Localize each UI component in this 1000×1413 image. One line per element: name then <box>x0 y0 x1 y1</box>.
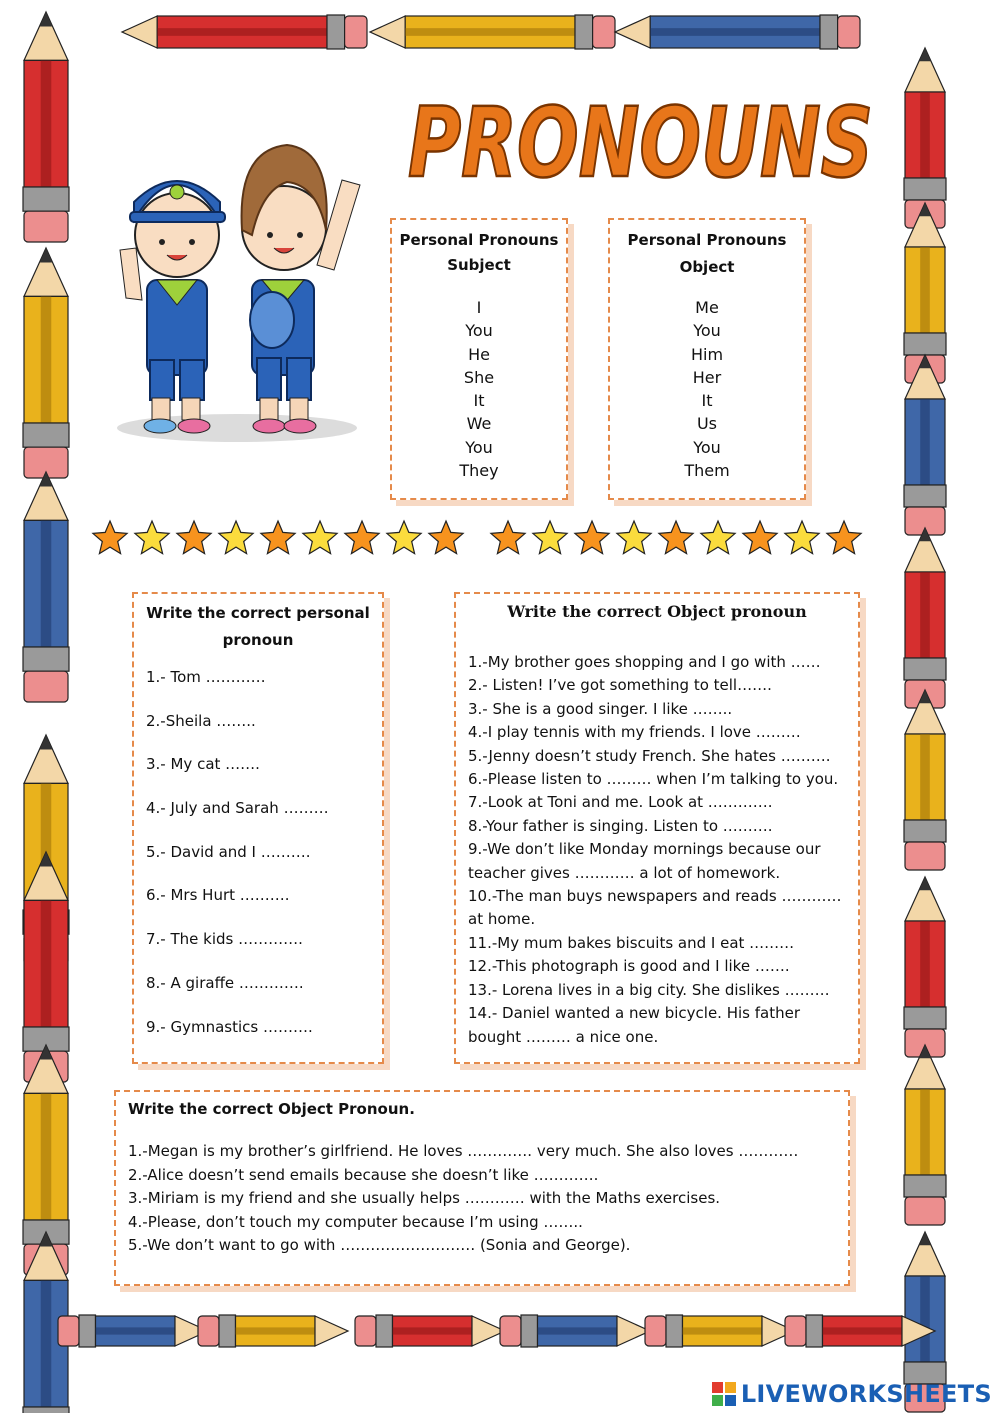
object-pronoun: You <box>693 321 721 341</box>
subject-pronoun: She <box>463 367 495 387</box>
exercise2-list <box>456 651 858 1049</box>
star-icon <box>785 521 819 554</box>
exercise1-list <box>134 668 382 1061</box>
liveworksheets-logo-mark <box>711 1381 737 1407</box>
pencil-decoration <box>904 528 946 708</box>
star-icon <box>659 521 693 554</box>
exercise3-item: 5.-We don’t want to go with ……………………… (Sonia and George). <box>128 1236 631 1255</box>
logo-square <box>711 1394 724 1407</box>
exercise2-item: bought ……… a nice one. <box>468 1027 659 1046</box>
object-pronoun: Him <box>690 344 724 364</box>
exercise2-item: 8.-Your father is singing. Listen to ………. <box>468 816 773 835</box>
exercise2-item: 6.-Please listen to ……… when I’m talking to you. <box>468 770 839 789</box>
subject-pronoun: It <box>473 391 485 411</box>
page-title <box>400 78 880 198</box>
star-icon <box>743 521 777 554</box>
exercise2-item: 3.- She is a good singer. I like …….. <box>468 699 733 718</box>
exercise-object-pronoun <box>454 592 860 1064</box>
liveworksheets-logo-text: LIVEWORKSHEETS <box>740 1380 992 1408</box>
girl-scout <box>242 145 360 433</box>
exercise3-item: 4.-Please, don’t touch my computer because I’m using …….. <box>128 1212 583 1231</box>
pencil-decoration <box>645 1315 795 1347</box>
exercise1-item: 3.- My cat ……. <box>146 755 260 774</box>
pencil-decoration <box>198 1315 348 1347</box>
star-icon <box>219 521 253 554</box>
exercise3-heading: Write the correct Object Pronoun. <box>128 1100 415 1118</box>
object-pronouns-table <box>608 218 806 500</box>
exercise2-item: 14.- Daniel wanted a new bicycle. His father <box>468 1004 800 1023</box>
star-icon <box>701 521 735 554</box>
subject-pronoun: I <box>476 298 482 317</box>
scout-kids-illustration <box>112 130 367 445</box>
exercise2-item: 5.-Jenny doesn’t study French. She hates ………. <box>468 746 831 765</box>
pencil-decoration <box>904 1045 946 1225</box>
exercise2-item: 4.-I play tennis with my friends. I love ……… <box>468 723 801 742</box>
exercise1-item: 4.- July and Sarah ……… <box>146 799 329 818</box>
object-pronoun: It <box>701 391 713 411</box>
logo-square <box>711 1381 724 1394</box>
exercise2-item: at home. <box>468 910 536 929</box>
pencil-decoration <box>122 15 367 49</box>
star-icon <box>303 521 337 554</box>
pencil-decoration <box>904 877 946 1057</box>
exercise2-item: 11.-My mum bakes biscuits and I eat ……… <box>468 933 795 952</box>
pencil-decoration <box>23 472 69 702</box>
pencil-decoration <box>904 690 946 870</box>
star-icon <box>93 521 127 554</box>
pencil-decoration <box>23 12 69 242</box>
exercise1-item: 6.- Mrs Hurt ………. <box>146 886 290 905</box>
exercise-object-pronoun-sentences <box>114 1090 850 1286</box>
exercise1-heading-line2: pronoun <box>222 631 294 649</box>
exercise2-item: 10.-The man buys newspapers and reads ………… <box>468 887 842 906</box>
logo-square <box>724 1394 737 1407</box>
pencil-decoration <box>615 15 860 49</box>
exercise2-item: 1.-My brother goes shopping and I go with …… <box>468 653 821 671</box>
pencil-decoration <box>904 48 946 228</box>
object-pronoun: You <box>693 437 721 457</box>
exercise2-item: 7.-Look at Toni and me. Look at …………. <box>468 793 773 812</box>
subject-table-heading-line1: Personal Pronouns <box>399 231 559 249</box>
pencil-decoration <box>58 1315 208 1347</box>
exercise2-item: 13.- Lorena lives in a big city. She dislikes ……… <box>468 980 830 999</box>
pencil-decoration <box>500 1315 650 1347</box>
star-divider <box>88 515 868 565</box>
object-pronoun: Me <box>695 298 719 317</box>
exercise2-heading: Write the correct Object pronoun <box>507 602 807 621</box>
star-icon <box>429 521 463 554</box>
exercise1-item: 7.- The kids …………. <box>146 930 303 949</box>
star-icon <box>261 521 295 554</box>
exercise1-item: 8.- A giraffe …………. <box>146 973 304 992</box>
subject-pronoun-list <box>392 296 566 482</box>
exercise-personal-pronoun <box>132 592 384 1064</box>
subject-pronoun: They <box>459 461 499 481</box>
exercise3-item: 2.-Alice doesn’t send emails because she doesn’t like …………. <box>128 1165 599 1184</box>
pencil-decoration <box>355 1315 505 1347</box>
exercise1-item: 1.- Tom ………… <box>146 668 266 686</box>
subject-pronoun: We <box>466 414 492 434</box>
exercise2-item: 12.-This photograph is good and I like ……. <box>468 957 790 976</box>
exercise3-item: 1.-Megan is my brother’s girlfriend. He loves …………. very much. She also loves ………… <box>128 1142 799 1160</box>
object-pronoun: Us <box>696 414 718 434</box>
star-icon <box>491 521 525 554</box>
exercise2-item: 9.-We don’t like Monday mornings because our <box>468 840 821 859</box>
star-icon <box>345 521 379 554</box>
star-icon <box>135 521 169 554</box>
star-icon <box>617 521 651 554</box>
object-table-heading-line1: Personal Pronouns <box>627 231 787 249</box>
object-pronoun: Her <box>692 367 722 387</box>
exercise1-item: 9.- Gymnastics ………. <box>146 1017 313 1036</box>
star-icon <box>575 521 609 554</box>
subject-pronouns-table <box>390 218 568 500</box>
subject-pronoun: You <box>465 321 493 341</box>
exercise1-item: 2.-Sheila …….. <box>146 711 256 730</box>
liveworksheets-logo[interactable] <box>711 1379 992 1409</box>
pencil-decoration <box>370 15 615 49</box>
page-title-text: PRONOUNS <box>408 87 873 199</box>
subject-pronoun: You <box>465 437 493 457</box>
exercise3-item: 3.-Miriam is my friend and she usually helps ………… with the Maths exercises. <box>128 1189 721 1208</box>
exercise3-list <box>116 1140 848 1258</box>
boy-scout <box>120 181 225 433</box>
star-icon <box>387 521 421 554</box>
pencil-decoration <box>23 248 69 478</box>
exercise2-item: 2.- Listen! I’ve got something to tell……. <box>468 676 772 695</box>
subject-table-heading-line2: Subject <box>447 256 511 274</box>
star-icon <box>533 521 567 554</box>
object-pronoun: Them <box>684 461 730 481</box>
star-icon <box>827 521 861 554</box>
star-icon <box>177 521 211 554</box>
object-table-heading-line2: Object <box>679 258 735 276</box>
exercise1-heading-line1: Write the correct personal <box>146 604 370 622</box>
exercise1-item: 5.- David and I ………. <box>146 842 311 861</box>
exercise2-item: teacher gives ………… a lot of homework. <box>468 863 781 882</box>
subject-pronoun: He <box>468 344 490 364</box>
object-pronoun-list <box>610 296 804 482</box>
logo-square <box>724 1381 737 1394</box>
